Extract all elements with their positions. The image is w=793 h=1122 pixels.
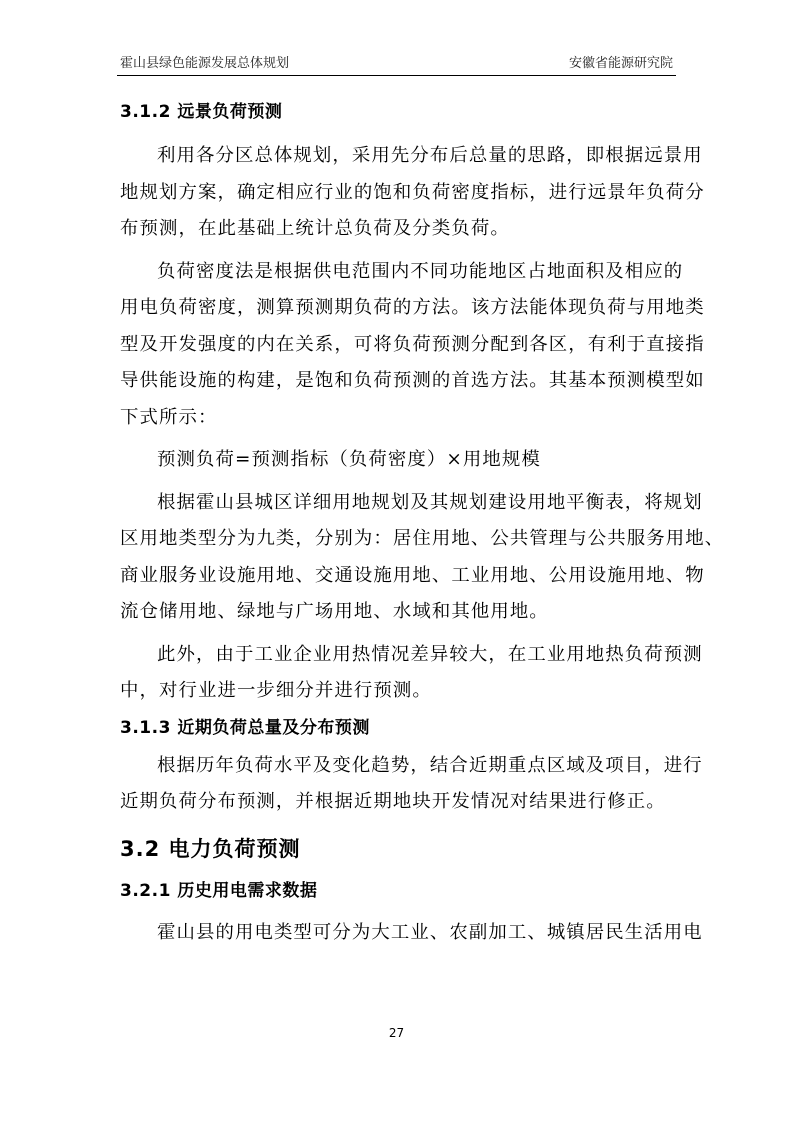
paragraph-line: 近期负荷分布预测，并根据近期地块开发情况对结果进行修正。 [120, 791, 666, 812]
paragraph-near-term-forecast [120, 748, 703, 821]
page-body [120, 96, 725, 951]
paragraph-industrial-heat [120, 637, 703, 710]
paragraph-load-density-method [120, 254, 705, 437]
section-heading-3-2: 3.2 电力负荷预测 [120, 836, 301, 861]
paragraph-line: 区用地类型分为九类，分别为：居住用地、公共管理与公共服务用地、 [120, 528, 725, 549]
paragraph-line: 商业服务业设施用地、交通设施用地、工业用地、公用设施用地、物 [120, 564, 705, 586]
paragraph-line: 型及开发强度的内在关系，可将负荷预测分配到各区，有利于直接指 [120, 333, 705, 355]
paragraph-line: 下式所示： [120, 406, 218, 428]
page-number: 27 [388, 1026, 405, 1040]
paragraph-line: 根据霍山县城区详细用地规划及其规划建设用地平衡表，将规划 [157, 491, 703, 513]
paragraph-land-use-types [120, 485, 725, 631]
header-divider [117, 75, 676, 76]
section-heading-3-1-2: 3.1.2 远景负荷预测 [120, 102, 283, 122]
paragraph-line: 此外，由于工业企业用热情况差异较大，在工业用地热负荷预测 [157, 643, 703, 665]
paragraph-long-term-forecast [120, 138, 705, 248]
paragraph-line: 霍山县的用电类型可分为大工业、农副加工、城镇居民生活用电 [157, 921, 703, 943]
paragraph-electricity-types [120, 915, 703, 952]
header-organization: 安徽省能源研究院 [568, 56, 673, 71]
paragraph-line: 根据历年负荷水平及变化趋势，结合近期重点区域及项目，进行 [157, 754, 703, 776]
paragraph-line: 导供能设施的构建，是饱和负荷预测的首选方法。其基本预测模型如 [120, 370, 705, 391]
paragraph-line: 流仓储用地、绿地与广场用地、水域和其他用地。 [120, 601, 549, 622]
paragraph-line: 用电负荷密度，测算预测期负荷的方法。该方法能体现负荷与用地类 [120, 297, 705, 318]
formula-line: 预测负荷=预测指标（负荷密度）×用地规模 [157, 449, 541, 470]
paragraph-line: 地规划方案，确定相应行业的饱和负荷密度指标，进行远景年负荷分 [120, 181, 705, 203]
section-heading-3-2-1: 3.2.1 历史用电需求数据 [120, 880, 318, 901]
paragraph-line: 布预测，在此基础上统计总负荷及分类负荷。 [120, 218, 510, 239]
paragraph-line: 负荷密度法是根据供电范围内不同功能地区占地面积及相应的 [157, 260, 684, 282]
paragraph-line: 中，对行业进一步细分并进行预测。 [120, 680, 432, 701]
section-heading-3-1-3: 3.1.3 近期负荷总量及分布预测 [120, 717, 370, 738]
paragraph-line: 利用各分区总体规划，采用先分布后总量的思路，即根据远景用 [157, 145, 703, 166]
header-document-title: 霍山县绿色能源发展总体规划 [120, 56, 290, 71]
